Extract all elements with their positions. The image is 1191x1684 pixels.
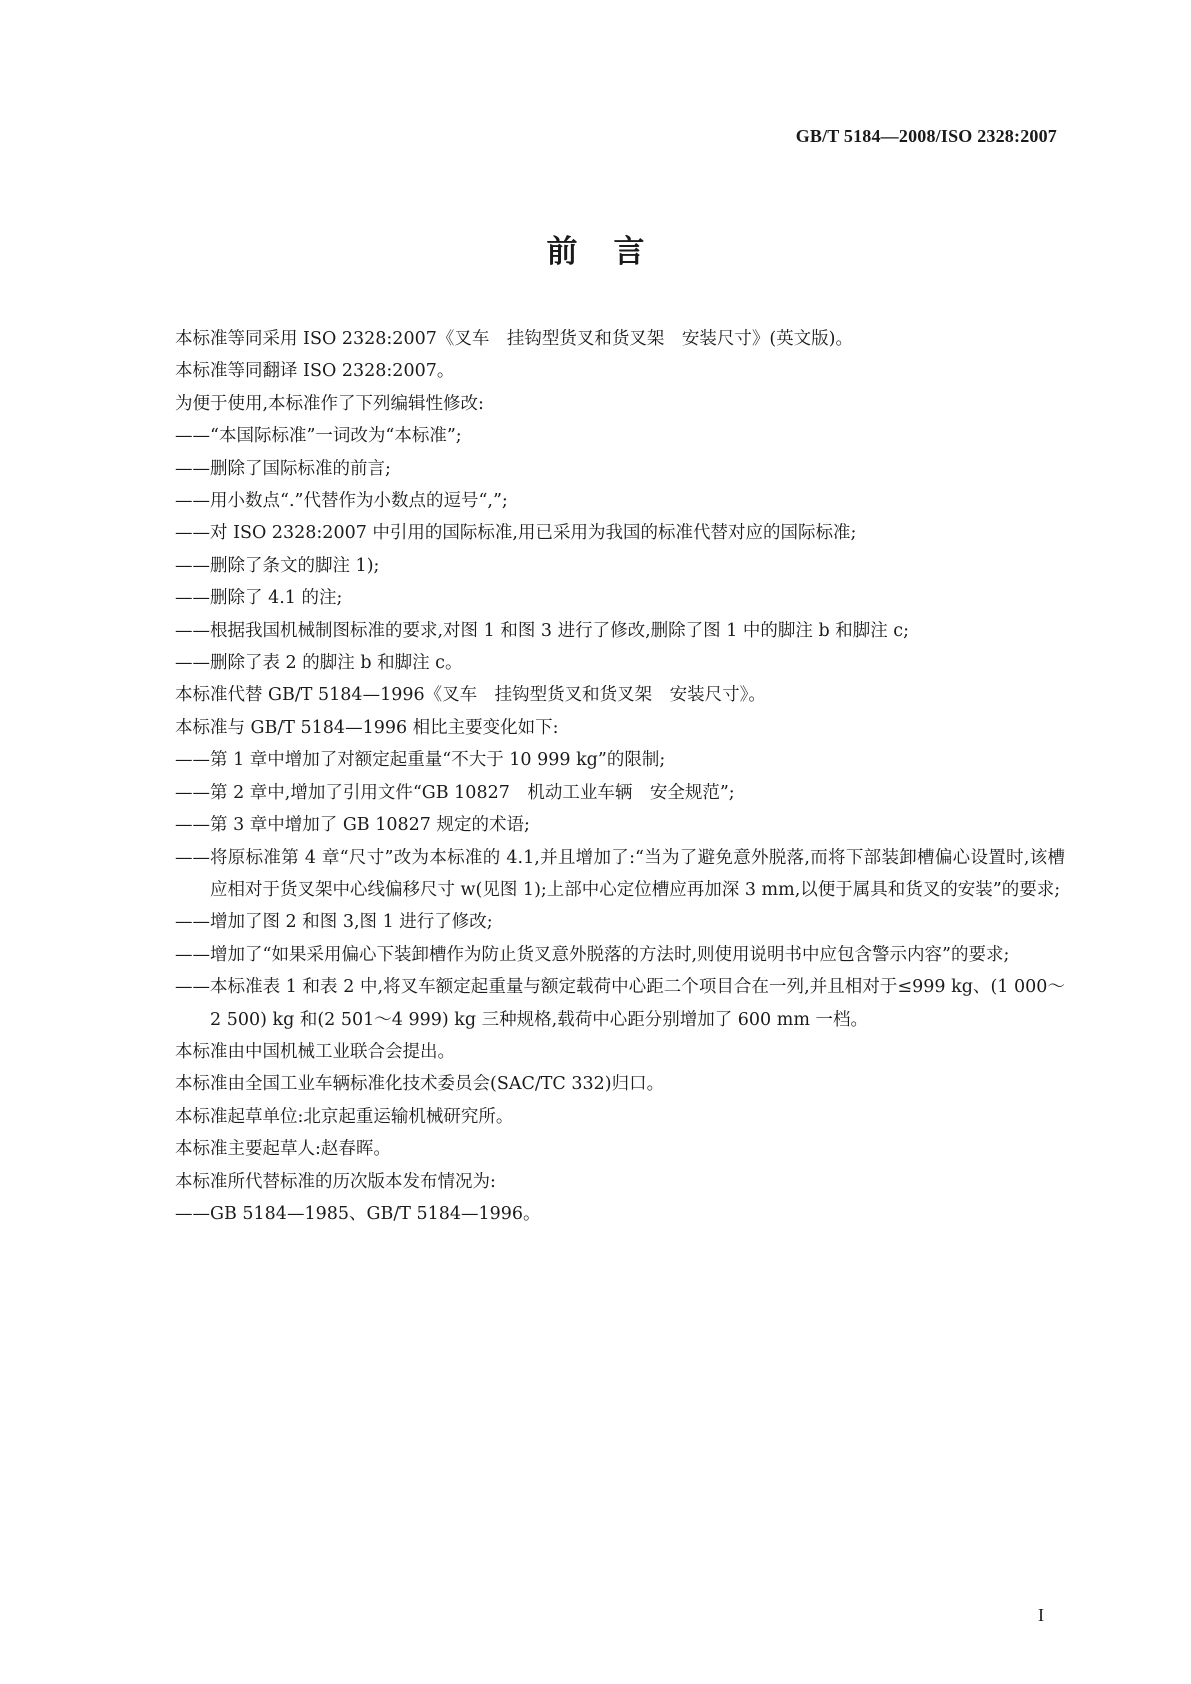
list-item [175, 582, 1065, 614]
list-item-text: 第 3 章中增加了 GB 10827 规定的术语; [210, 815, 530, 836]
list-item [175, 906, 1065, 938]
paragraph-previous-editions-intro: 本标准所代替标准的历次版本发布情况为: [175, 1171, 496, 1192]
dash-marker: —— [175, 588, 210, 609]
dash-marker: —— [175, 815, 210, 836]
list-item [175, 453, 1065, 485]
foreword-body [175, 323, 1065, 1230]
page-title: 前言 [546, 234, 681, 270]
list-item [175, 744, 1065, 776]
paragraph-editorial-intro: 为便于使用,本标准作了下列编辑性修改: [175, 393, 484, 414]
paragraph-adoption: 本标准等同采用 ISO 2328:2007《叉车 挂钩型货叉和货叉架 安装尺寸》(英文版)。 [175, 329, 853, 349]
dash-marker: —— [175, 847, 210, 868]
list-item [175, 647, 1065, 679]
list-item-text: 第 2 章中,增加了引用文件“GB 10827 机动工业车辆 安全规范”; [210, 782, 735, 803]
list-item-text: 删除了表 2 的脚注 b 和脚注 c。 [210, 653, 463, 674]
list-item-text: 删除了条文的脚注 1); [210, 555, 380, 576]
list-item [175, 485, 1065, 517]
list-item-text: 增加了“如果采用偏心下装卸槽作为防止货叉意外脱落的方法时,则使用说明书中应包含警示内容”的要求; [210, 944, 1010, 965]
list-item [175, 420, 1065, 452]
list-item-text: 删除了国际标准的前言; [210, 458, 391, 479]
list-item [175, 550, 1065, 582]
dash-marker: —— [175, 912, 210, 933]
dash-marker: —— [175, 750, 210, 771]
paragraph-translation: 本标准等同翻译 ISO 2328:2007。 [175, 361, 455, 382]
list-item-text: 第 1 章中增加了对额定起重量“不大于 10 999 kg”的限制; [210, 750, 666, 771]
dash-marker: —— [175, 491, 210, 512]
dash-marker: —— [175, 653, 210, 674]
dash-marker: —— [175, 620, 210, 641]
list-item [175, 777, 1065, 809]
list-item [175, 809, 1065, 841]
paragraph-drafting-unit: 本标准起草单位:北京起重运输机械研究所。 [175, 1106, 514, 1127]
list-item-text: 对 ISO 2328:2007 中引用的国际标准,用已采用为我国的标准代替对应的国际标准; [210, 523, 857, 544]
list-item-text: 本标准表 1 和表 2 中,将叉车额定起重量与额定载荷中心距二个项目合在一列,并且相对于≤999 kg、(1 000～2 500) kg 和(2 501～4 999) kg 三种规格,载荷中心距分别增加了 600 mm 一档。 [210, 977, 1065, 1030]
dash-marker: —— [175, 523, 210, 544]
list-item-text: “本国际标准”一词改为“本标准”; [210, 426, 462, 447]
dash-marker: —— [175, 977, 210, 998]
dash-marker: —— [175, 426, 210, 447]
list-item-text: 删除了 4.1 的注; [210, 588, 343, 609]
list-item-text: 根据我国机械制图标准的要求,对图 1 和图 3 进行了修改,删除了图 1 中的脚注 b 和脚注 c; [210, 620, 909, 641]
paragraph-replaces: 本标准代替 GB/T 5184—1996《叉车 挂钩型货叉和货叉架 安装尺寸》。 [175, 685, 766, 706]
dash-marker: —— [175, 555, 210, 576]
paragraph-main-changes-intro: 本标准与 GB/T 5184—1996 相比主要变化如下: [175, 717, 559, 738]
paragraph-centralized-by: 本标准由全国工业车辆标准化技术委员会(SAC/TC 332)归口。 [175, 1074, 665, 1095]
dash-marker: —— [175, 782, 210, 803]
list-item [175, 939, 1065, 971]
dash-marker: —— [175, 1203, 210, 1224]
list-item [175, 517, 1065, 549]
dash-marker: —— [175, 458, 210, 479]
list-item [175, 615, 1065, 647]
paragraph-proposer: 本标准由中国机械工业联合会提出。 [175, 1041, 455, 1062]
paragraph-drafter: 本标准主要起草人:赵春晖。 [175, 1139, 391, 1160]
page-number: I [1038, 1605, 1044, 1625]
list-item [175, 842, 1065, 907]
list-item [175, 971, 1065, 1036]
list-item-text: 将原标准第 4 章“尺寸”改为本标准的 4.1,并且增加了:“当为了避免意外脱落,而将下部装卸槽偏心设置时,该槽应相对于货叉架中心线偏移尺寸 w(见图 1);上部中心定位槽应再加深 3 mm,以便于属具和货叉的安装”的要求; [210, 847, 1065, 900]
dash-marker: —— [175, 944, 210, 965]
list-item-text: 增加了图 2 和图 3,图 1 进行了修改; [210, 912, 493, 933]
list-item-text: GB 5184—1985、GB/T 5184—1996。 [210, 1203, 541, 1224]
list-item-text: 用小数点“.”代替作为小数点的逗号“,”; [210, 491, 508, 512]
list-item [175, 1198, 1065, 1230]
standard-number-header: GB/T 5184—2008/ISO 2328:2007 [795, 126, 1057, 146]
